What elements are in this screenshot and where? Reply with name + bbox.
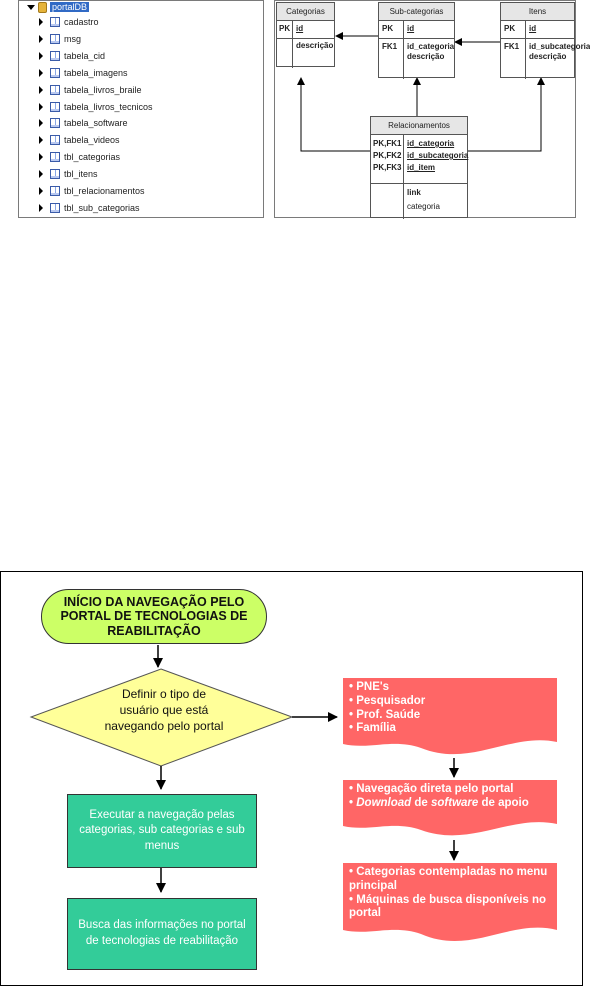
field-label: categoria bbox=[407, 202, 440, 211]
entity-sub-categorias[interactable] bbox=[378, 2, 455, 78]
field-label: id_categoria bbox=[407, 139, 455, 148]
tree-item-table[interactable] bbox=[39, 82, 142, 98]
entity-title: Categorias bbox=[277, 3, 334, 21]
field-label: id_categoria bbox=[407, 42, 455, 51]
key-label: PK bbox=[504, 24, 516, 33]
table-name: tabela_cid bbox=[64, 50, 106, 61]
expand-arrow-icon[interactable] bbox=[39, 35, 43, 43]
tree-item-table[interactable] bbox=[39, 166, 98, 182]
document-user-types bbox=[343, 678, 557, 744]
start-terminator: INÍCIO DA NAVEGAÇÃO PELO PORTAL DE TECNOLOGIAS DE REABILITAÇÃO bbox=[41, 589, 267, 644]
field-label: link bbox=[407, 188, 421, 197]
tree-item-table[interactable] bbox=[39, 200, 140, 216]
process-step-navigation: Executar a navegação pelas categorias, sub categorias e sub menus bbox=[67, 794, 257, 868]
expanded-arrow-icon[interactable] bbox=[27, 5, 35, 10]
table-name: tabela_imagens bbox=[64, 67, 128, 78]
tree-root-label: portalDB bbox=[52, 2, 88, 12]
table-name: tabela_livros_braile bbox=[64, 84, 142, 95]
table-icon bbox=[50, 135, 60, 145]
field-label: id bbox=[529, 24, 537, 33]
cat-item-search: Máquinas de busca disponíveis no portal bbox=[349, 893, 547, 920]
expand-arrow-icon[interactable] bbox=[39, 153, 43, 161]
er-diagram bbox=[274, 0, 590, 218]
table-name: cadastro bbox=[64, 17, 99, 27]
table-icon bbox=[50, 17, 60, 27]
expand-arrow-icon[interactable] bbox=[39, 52, 43, 60]
key-label: PK bbox=[382, 24, 394, 33]
table-icon bbox=[50, 51, 60, 61]
flowchart-frame bbox=[0, 571, 583, 986]
entity-title: Sub-categorias bbox=[379, 3, 454, 21]
key-label: PK,FK1 bbox=[373, 139, 402, 148]
cat-item-menu: Categorias contempladas no menu principal bbox=[349, 866, 548, 892]
table-name: tabela_livros_tecnicos bbox=[64, 101, 153, 112]
table-icon bbox=[50, 34, 60, 44]
entity-categorias[interactable] bbox=[276, 2, 335, 67]
tree-item-table[interactable] bbox=[39, 65, 128, 81]
user-type-item: • Família bbox=[349, 722, 425, 736]
expand-arrow-icon[interactable] bbox=[39, 103, 43, 111]
field-label: id_subcategoria bbox=[407, 151, 469, 160]
nav-item-download: Download bbox=[356, 796, 412, 809]
entity-title: Relacionamentos bbox=[371, 117, 467, 135]
field-label: id_subcategoria bbox=[529, 42, 590, 51]
field-label: id_item bbox=[407, 163, 436, 172]
tree-item-table[interactable] bbox=[39, 115, 128, 131]
table-name: tbl_relacionamentos bbox=[64, 186, 145, 196]
field-label: descrição bbox=[296, 41, 334, 50]
expand-arrow-icon[interactable] bbox=[39, 119, 43, 127]
table-icon bbox=[50, 186, 60, 196]
nav-item-software: software bbox=[431, 796, 479, 809]
table-name: tbl_categorias bbox=[64, 152, 121, 163]
table-name: tbl_itens bbox=[64, 169, 98, 180]
expand-arrow-icon[interactable] bbox=[39, 170, 43, 178]
table-name: tabela_videos bbox=[64, 135, 120, 146]
key-label: PK,FK3 bbox=[373, 163, 402, 172]
process-step-search: Busca das informações no portal de tecnologias de reabilitação bbox=[67, 898, 257, 970]
tree-item-table[interactable] bbox=[39, 31, 81, 47]
expand-arrow-icon[interactable] bbox=[39, 187, 43, 195]
expand-arrow-icon[interactable] bbox=[39, 18, 43, 26]
table-name: tbl_sub_categorias bbox=[64, 202, 140, 213]
key-label: PK bbox=[279, 24, 291, 33]
nav-item-direct: Navegação direta pelo portal bbox=[356, 783, 514, 795]
tree-root-portaldb[interactable] bbox=[27, 0, 89, 14]
expand-arrow-icon[interactable] bbox=[39, 69, 43, 77]
expand-arrow-icon[interactable] bbox=[39, 136, 43, 144]
key-label: FK1 bbox=[382, 42, 398, 51]
tree-item-table[interactable] bbox=[39, 183, 145, 199]
table-icon bbox=[50, 102, 60, 112]
table-icon bbox=[50, 169, 60, 179]
expand-arrow-icon[interactable] bbox=[39, 204, 43, 212]
table-icon bbox=[50, 68, 60, 78]
rel-to-item-arrow bbox=[468, 78, 541, 151]
key-label: FK1 bbox=[504, 42, 520, 51]
user-type-item: • PNE's bbox=[349, 681, 425, 695]
field-label: descrição bbox=[407, 52, 445, 61]
rel-to-cat-arrow bbox=[301, 78, 370, 151]
database-icon bbox=[38, 2, 47, 13]
field-label: id bbox=[407, 24, 415, 33]
tree-item-table[interactable] bbox=[39, 99, 153, 115]
user-type-item: • Pesquisador bbox=[349, 695, 425, 709]
entity-relacionamentos[interactable] bbox=[370, 116, 468, 218]
key-label: PK,FK2 bbox=[373, 151, 402, 160]
user-type-item: • Prof. Saúde bbox=[349, 709, 425, 723]
entity-title: Itens bbox=[501, 3, 574, 21]
entity-itens[interactable] bbox=[500, 2, 590, 78]
tree-item-table[interactable] bbox=[39, 149, 120, 165]
table-icon bbox=[50, 85, 60, 95]
object-explorer-panel bbox=[18, 0, 264, 218]
table-name: msg bbox=[64, 33, 82, 44]
table-icon bbox=[50, 203, 60, 213]
table-name: tabela_software bbox=[64, 118, 128, 129]
tree-item-table[interactable] bbox=[39, 14, 99, 30]
tree-item-table[interactable] bbox=[39, 132, 120, 148]
document-categories bbox=[343, 863, 557, 929]
nav-item-text: de apoio bbox=[478, 796, 529, 809]
table-icon bbox=[50, 118, 60, 128]
nav-item-text: de bbox=[411, 796, 431, 809]
field-label: id bbox=[296, 24, 304, 33]
tree-item-table[interactable] bbox=[39, 48, 105, 64]
document-navigation bbox=[343, 780, 557, 828]
expand-arrow-icon[interactable] bbox=[39, 86, 43, 94]
field-label: descrição bbox=[529, 52, 567, 61]
table-icon bbox=[50, 152, 60, 162]
decision-text: Definir o tipo de usuário que está navegando pelo portal bbox=[104, 687, 224, 734]
